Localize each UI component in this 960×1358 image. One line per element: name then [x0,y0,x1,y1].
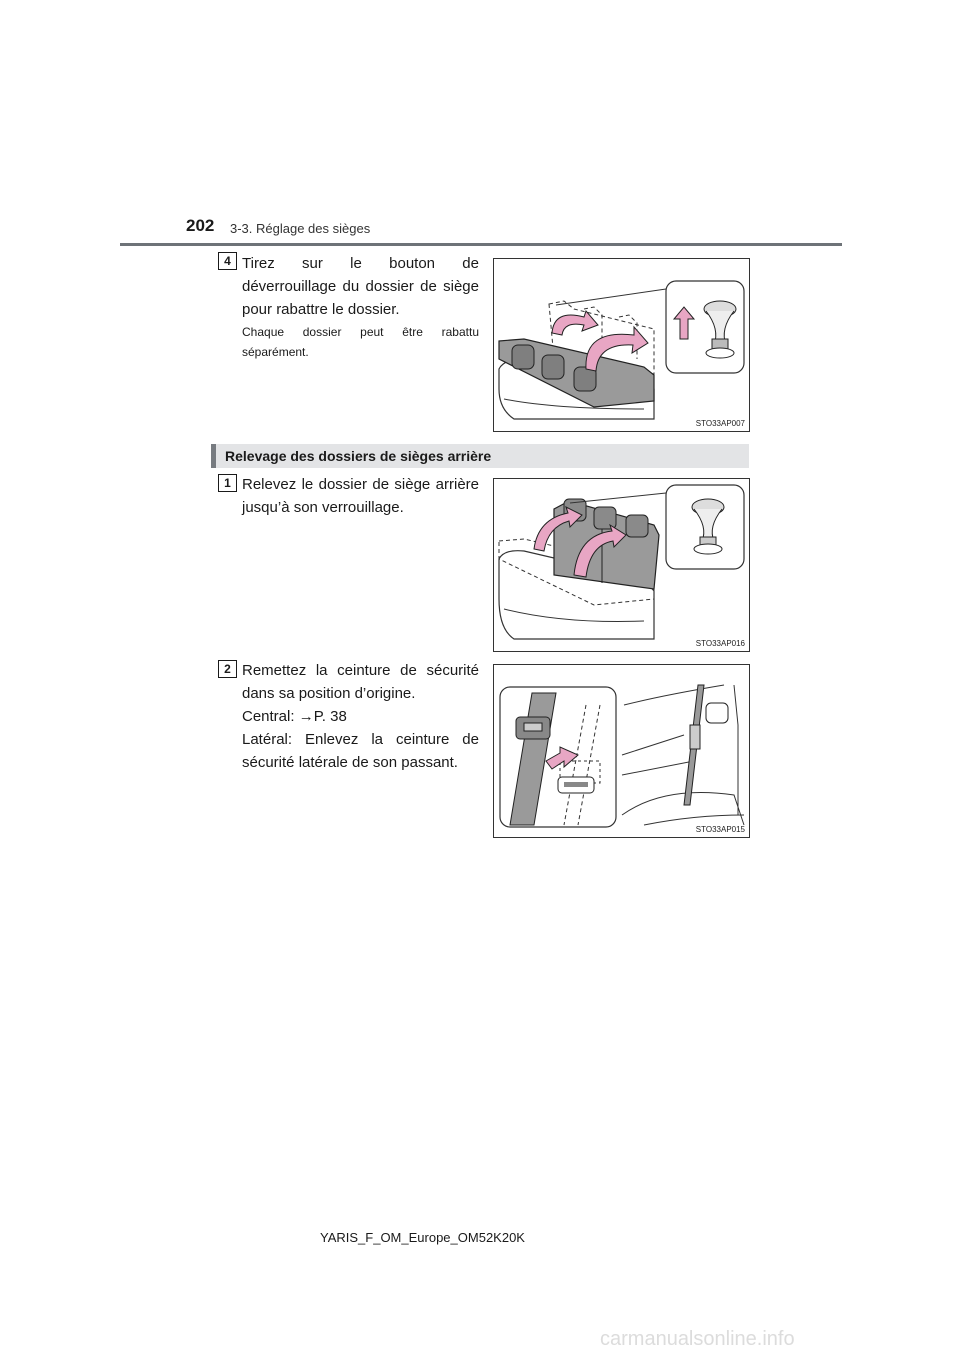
step-number-badge: 4 [218,252,237,270]
page-number: 202 [186,216,215,235]
watermark: carmanualsonline.info [600,1328,795,1350]
raise-seat-illustration [493,478,750,652]
raise-seat-drawing [494,479,749,651]
fold-seat-illustration [493,258,750,432]
step-instruction [242,659,479,774]
section-heading [211,444,749,468]
figure-code: STO33AP016 [695,639,745,648]
step-note: Chaque dossier peut être rabattu séparément. [242,325,479,359]
seatbelt-illustration [493,664,750,838]
header-rule [120,243,842,246]
step-instruction [242,473,479,519]
figure-code: STO33AP007 [695,419,745,428]
instruction-line: Remettez la ceinture de sécurité dans sa position d’origine. [242,662,479,702]
step-instruction [242,252,479,321]
instruction-line: Tirez sur le bouton de déverrouillage du dossier de siège pour rabattre le dossier. [242,255,479,318]
instruction-line: Latéral: Enlevez la ceinture de sécurité latérale de son passant. [242,731,479,771]
step-number-badge: 2 [218,660,237,678]
section-title: 3-3. Réglage des sièges [230,221,371,236]
figure-code: STO33AP015 [695,825,745,834]
document-code: YARIS_F_OM_Europe_OM52K20K [320,1230,525,1245]
instruction-line: Central: →P. 38 [242,708,347,725]
instruction-line: Relevez le dossier de siège arrière jusqu’à son verrouillage. [242,476,479,516]
step-number-badge: 1 [218,474,237,492]
seatbelt-drawing [494,665,749,837]
fold-seat-drawing [494,259,749,431]
section-heading-text: Relevage des dossiers de sièges arrière [225,448,492,464]
